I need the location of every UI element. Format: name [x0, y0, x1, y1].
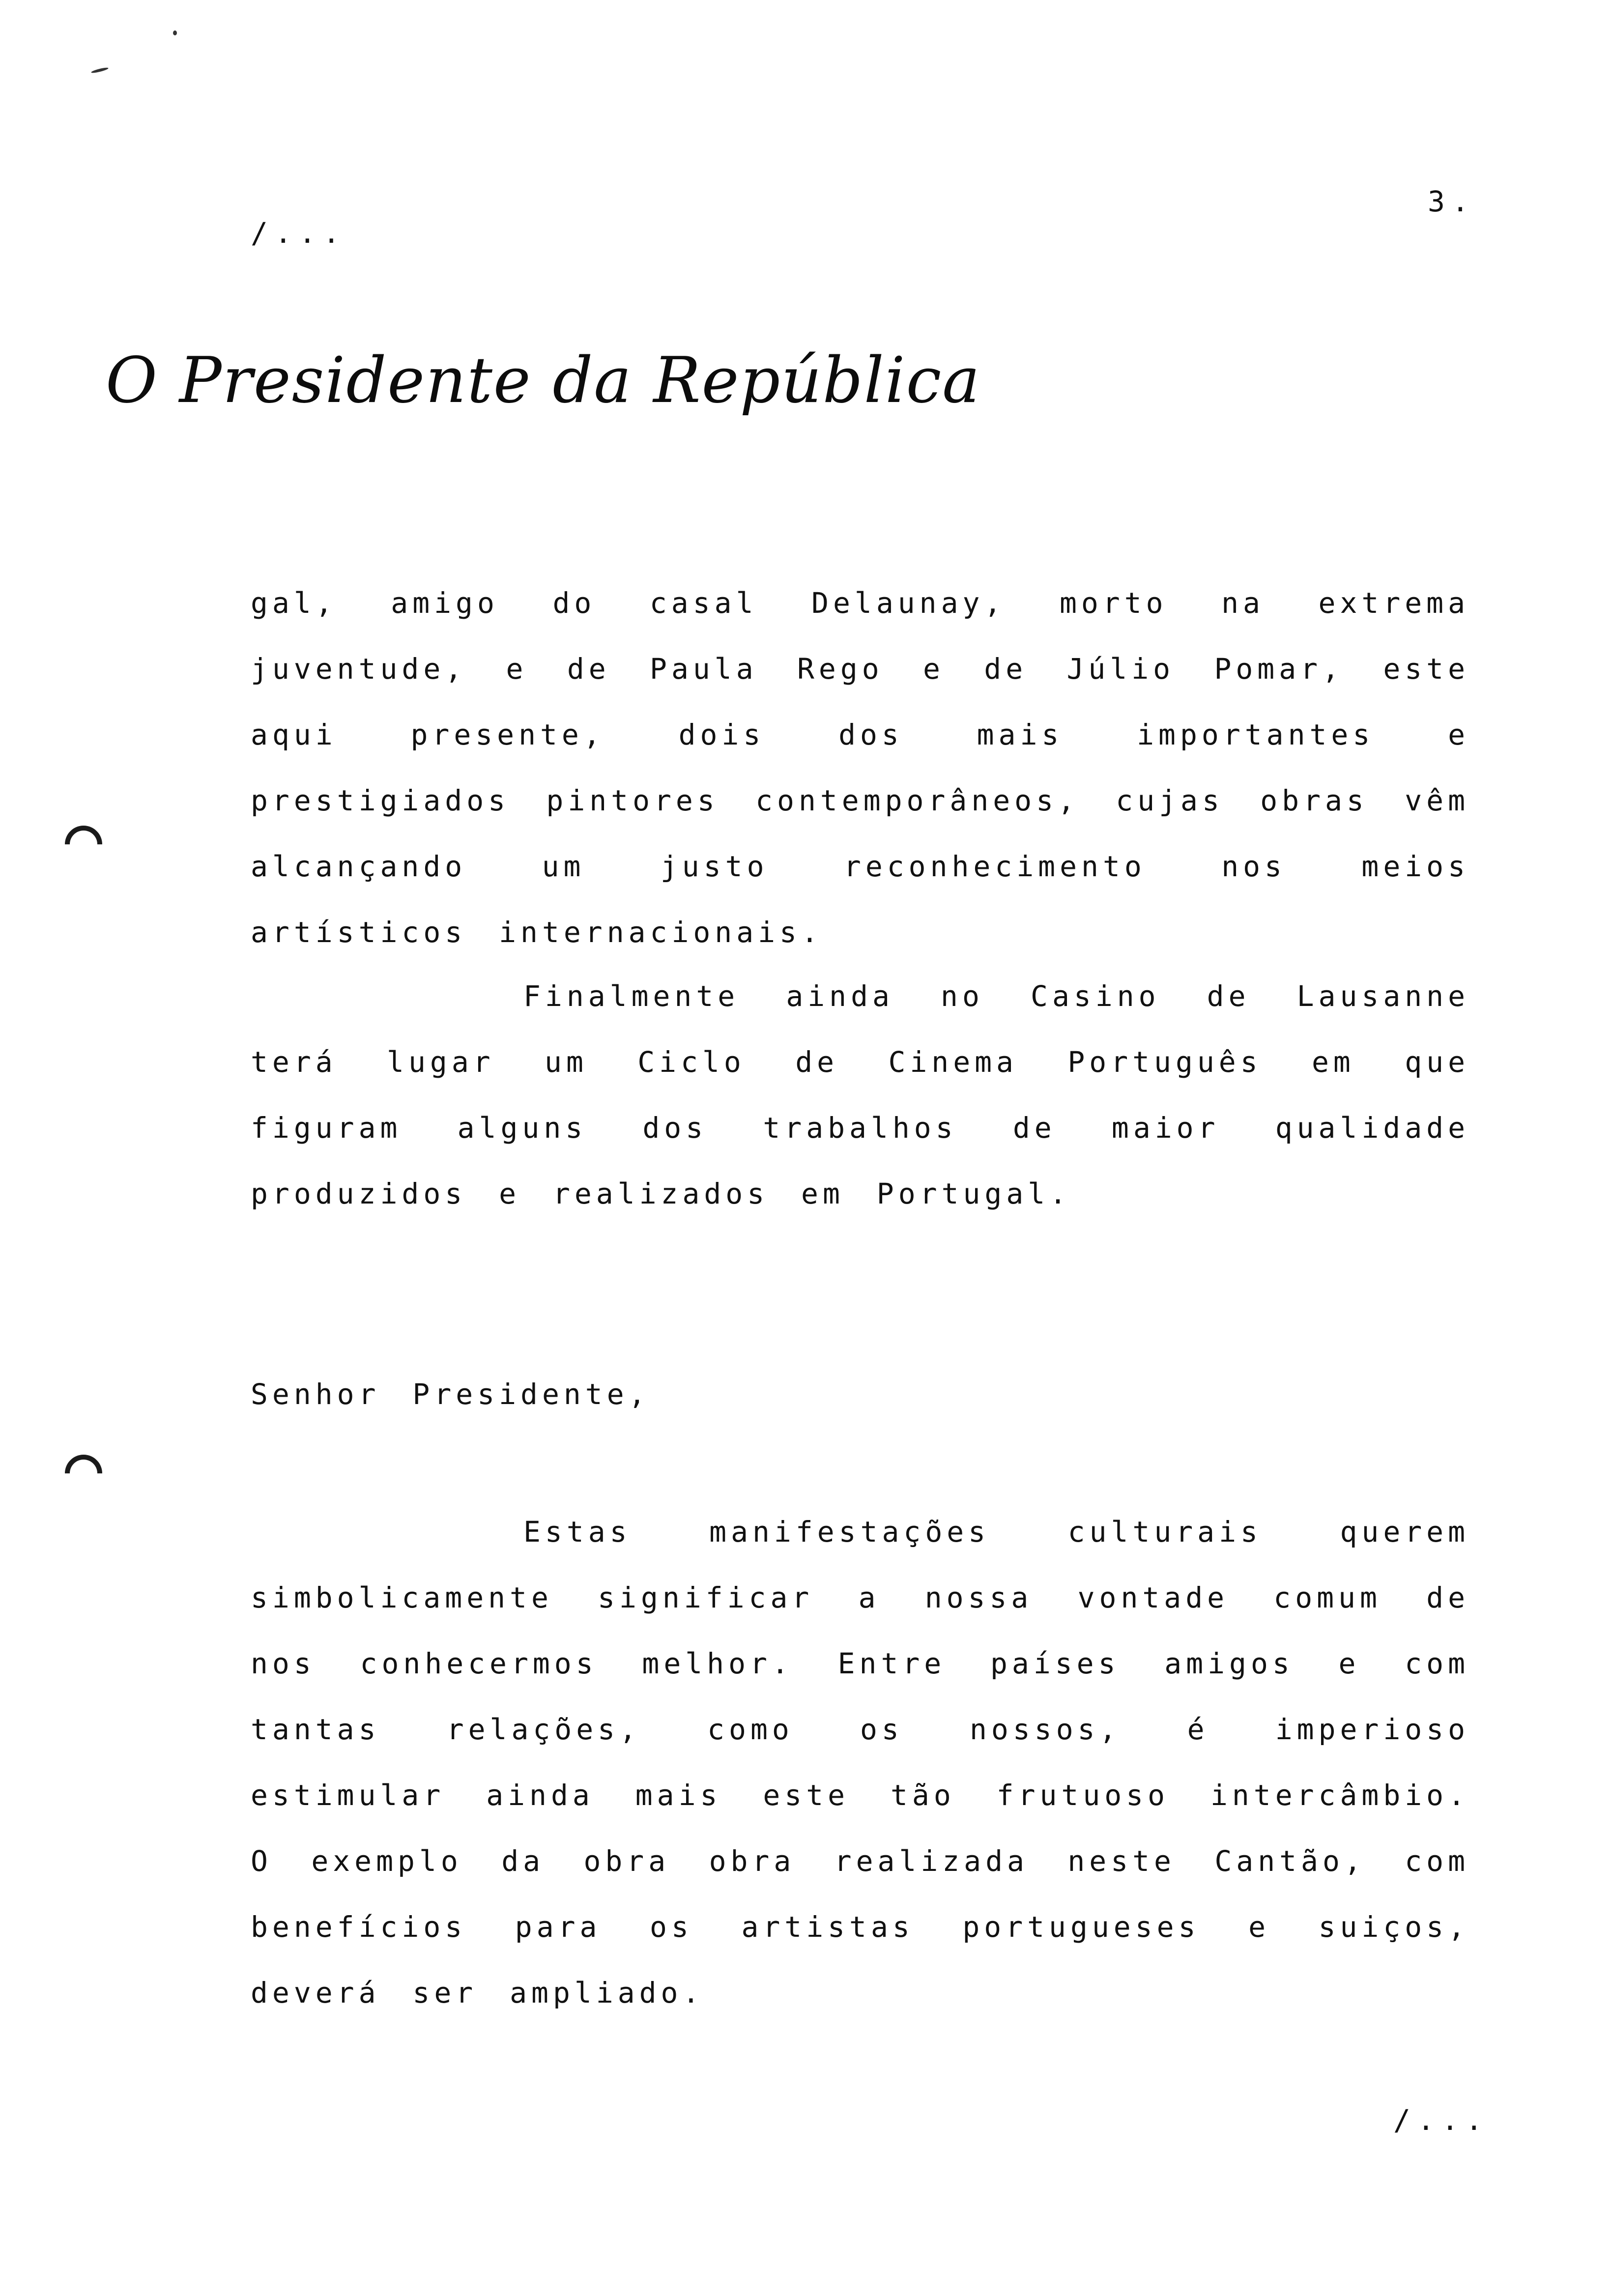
body-paragraph-1: gal, amigo do casal Delaunay, morto na extrema juventude, e de Paula Rego e de Júlio Pomar, este aqui presente, dois dos mais importantes e prestigiados pintores contemporâneos, cujas obras vêm alcançando um justo reconhecimento nos meios artísticos internacionais. — [251, 586, 1469, 949]
binder-hole-mark — [57, 1447, 110, 1499]
continuation-mark-bottom: /... — [1393, 2103, 1490, 2137]
salutation: Senhor Presidente, — [251, 1378, 650, 1411]
continuation-mark-top: /... — [251, 216, 347, 250]
letterhead: O Presidente da República — [106, 344, 981, 417]
scan-speck — [91, 67, 109, 74]
scan-speck — [173, 30, 177, 35]
page-number: 3. — [1428, 185, 1476, 218]
body-paragraph-3: Estas manifestações culturais querem simbolicamente significar a nossa vontade comum de nos conhecermos melhor. Entre países amigos e com tantas relações, como os nossos, é imperioso estimular ainda mais este tão frutuoso intercâmbio. O exemplo da obra obra realizada neste Cantão, com benefícios para os artistas portugueses e suiços, deverá ser ampliado. — [251, 1515, 1469, 2009]
binder-hole-mark — [57, 818, 110, 870]
body-paragraph-2: Finalmente ainda no Casino de Lausanne terá lugar um Ciclo de Cinema Português em que figuram alguns dos trabalhos de maior qualidade produzidos e realizados em Portugal. — [251, 979, 1469, 1210]
